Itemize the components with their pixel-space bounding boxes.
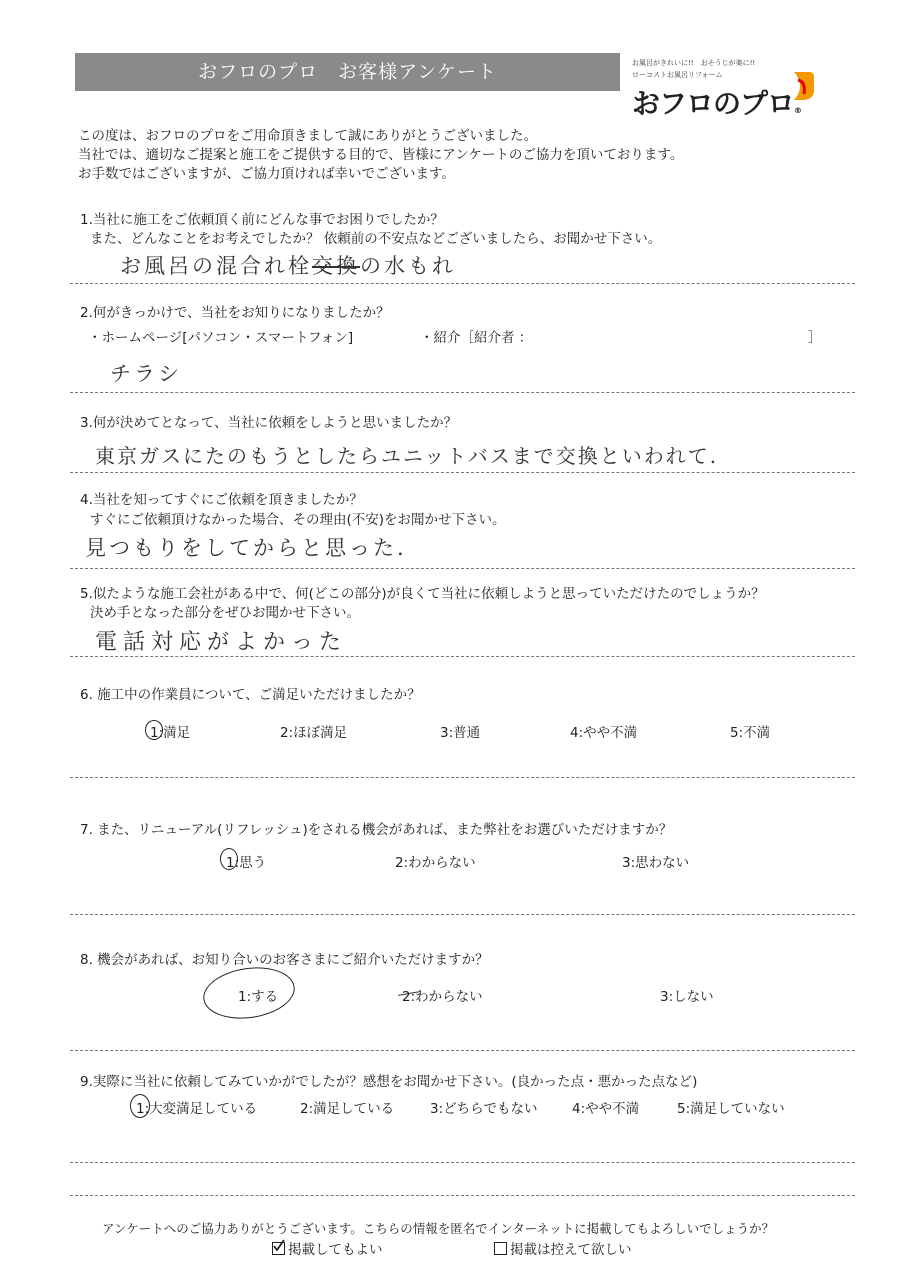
checkbox-checked[interactable] (272, 1242, 285, 1255)
q2-option-referral-close: ］ (808, 330, 822, 346)
footer-option-yes-label: 掲載してもよい (288, 1242, 383, 1258)
q8-option-1[interactable]: 1:する (238, 989, 279, 1005)
header-bar (75, 53, 620, 91)
divider (70, 914, 855, 915)
q5-line-1: 5.似たような施工会社がある中で、何(どこの部分)が良くて当社に依頼しようと思っていただけたのでしょうか？ (80, 586, 765, 602)
logo-text (632, 82, 801, 122)
q2-option-homepage: ・ホームページ[パソコン・スマートフォン] (88, 330, 354, 346)
q2-line-1: 2.何がきっかけで、当社をお知りになりましたか？ (80, 305, 390, 321)
q9-option-1[interactable]: 1:大変満足している (136, 1101, 258, 1117)
q5-line-2: 決め手となった部分をぜひお聞かせ下さい。 (90, 605, 360, 621)
q4-line-1: 4.当社を知ってすぐにご依頼を頂きましたか？ (80, 492, 363, 508)
q9-line-1: 9.実際に当社に依頼してみていかがでしたが？感想をお聞かせ下さい。(良かった点・悪かった点など) (80, 1074, 698, 1090)
q9-option-3[interactable]: 3:どちらでもない (430, 1101, 538, 1117)
q6-option-4[interactable]: 4:やや不満 (570, 725, 638, 741)
divider (70, 1162, 855, 1163)
q1-answer-part-b: の水もれ (360, 254, 456, 278)
q6-option-3[interactable]: 3:普通 (440, 725, 481, 741)
intro-line-1: この度は、おフロのプロをご用命頂きまして誠にありがとうございました。 (78, 128, 537, 144)
q6-option-1[interactable]: 1:満足 (150, 725, 191, 741)
q7-option-3[interactable]: 3:思わない (622, 855, 690, 871)
q4-answer: 見つもりをしてからと思った. (85, 536, 407, 560)
q1-line-1: 1.当社に施工をご依頼頂く前にどんな事でお困りでしたか？ (80, 212, 444, 228)
q8-selected-circle (200, 962, 298, 1024)
q4-line-2: すぐにご依頼頂けなかった場合、その理由(不安)をお聞かせ下さい。 (90, 512, 506, 528)
intro-line-3: お手数ではございますが、ご協力頂ければ幸いでございます。 (78, 166, 455, 182)
divider (70, 1195, 855, 1196)
q1-answer-struck: 交換 (312, 254, 360, 278)
q1-line-2: また、どんなことをお考えでしたか？ 依頼前の不安点などございましたら、お聞かせ下さい。 (90, 231, 662, 247)
divider (70, 472, 855, 473)
divider (70, 283, 855, 284)
checkbox-unchecked[interactable] (494, 1242, 507, 1255)
divider (70, 568, 855, 569)
divider (70, 1050, 855, 1051)
q1-answer (120, 250, 456, 280)
q7-line-1: 7. また、リニューアル(リフレッシュ)をされる機会があれば、また弊社をお選びいただけますか？ (80, 822, 673, 838)
logo-mark-icon (790, 70, 816, 102)
q2-option-referral: ・紹介［紹介者 ： (420, 330, 533, 346)
q9-option-5[interactable]: 5:満足していない (677, 1101, 785, 1117)
divider (70, 777, 855, 778)
check-icon (272, 1239, 286, 1253)
q8-line-1: 8. 機会があれば、お知り合いのお客さまにご紹介いただけますか？ (80, 952, 489, 968)
intro-line-2: 当社では、適切なご提案と施工をご提供する目的で、皆様にアンケートのご協力を頂いております。 (78, 147, 684, 163)
q6-line-1: 6. 施工中の作業員について、ご満足いただけましたか？ (80, 687, 421, 703)
q1-answer-part-a: お風呂の混合れ栓 (120, 254, 312, 278)
q6-option-2[interactable]: 2:ほぼ満足 (280, 725, 348, 741)
q7-selected-circle (220, 848, 238, 870)
divider (70, 656, 855, 657)
footer-option-no-label: 掲載は控えて欲しい (510, 1242, 632, 1258)
logo-name: おフロのプロ (632, 87, 795, 120)
q9-option-2[interactable]: 2:満足している (300, 1101, 395, 1117)
q9-selected-circle (130, 1094, 150, 1118)
page-title: おフロのプロ お客様アンケート (198, 61, 497, 83)
logo-tagline: お風呂がきれいに!! おそうじが楽に!! (632, 59, 756, 67)
q8-option-3[interactable]: 3:しない (660, 989, 714, 1005)
logo-subtitle: ローコストお風呂リフォーム (632, 71, 723, 79)
q8-option-2[interactable]: 2:わからない (402, 989, 483, 1005)
footer-option-no[interactable] (494, 1238, 632, 1258)
q6-selected-circle (145, 720, 163, 740)
q3-line-1: 3.何が決めてとなって、当社に依頼をしようと思いましたか？ (80, 415, 458, 431)
logo-reg: ® (794, 106, 802, 115)
q7-option-2[interactable]: 2:わからない (395, 855, 476, 871)
footer-option-yes[interactable] (272, 1238, 383, 1258)
q5-answer: 電話対応がよかった (95, 630, 348, 655)
q7-option-1[interactable]: 1:思う (226, 855, 267, 871)
q2-answer: チラシ (110, 362, 182, 386)
q3-answer: 東京ガスにたのもうとしたらユニットバスまで交換といわれて. (95, 444, 719, 468)
footer-question: アンケートへのご協力ありがとうございます。こちらの情報を匿名でインターネットに掲載してもよろしいでしょうか？ (102, 1221, 775, 1236)
q6-option-5[interactable]: 5:不満 (730, 725, 771, 741)
q9-option-4[interactable]: 4:やや不満 (572, 1101, 640, 1117)
divider (70, 392, 855, 393)
